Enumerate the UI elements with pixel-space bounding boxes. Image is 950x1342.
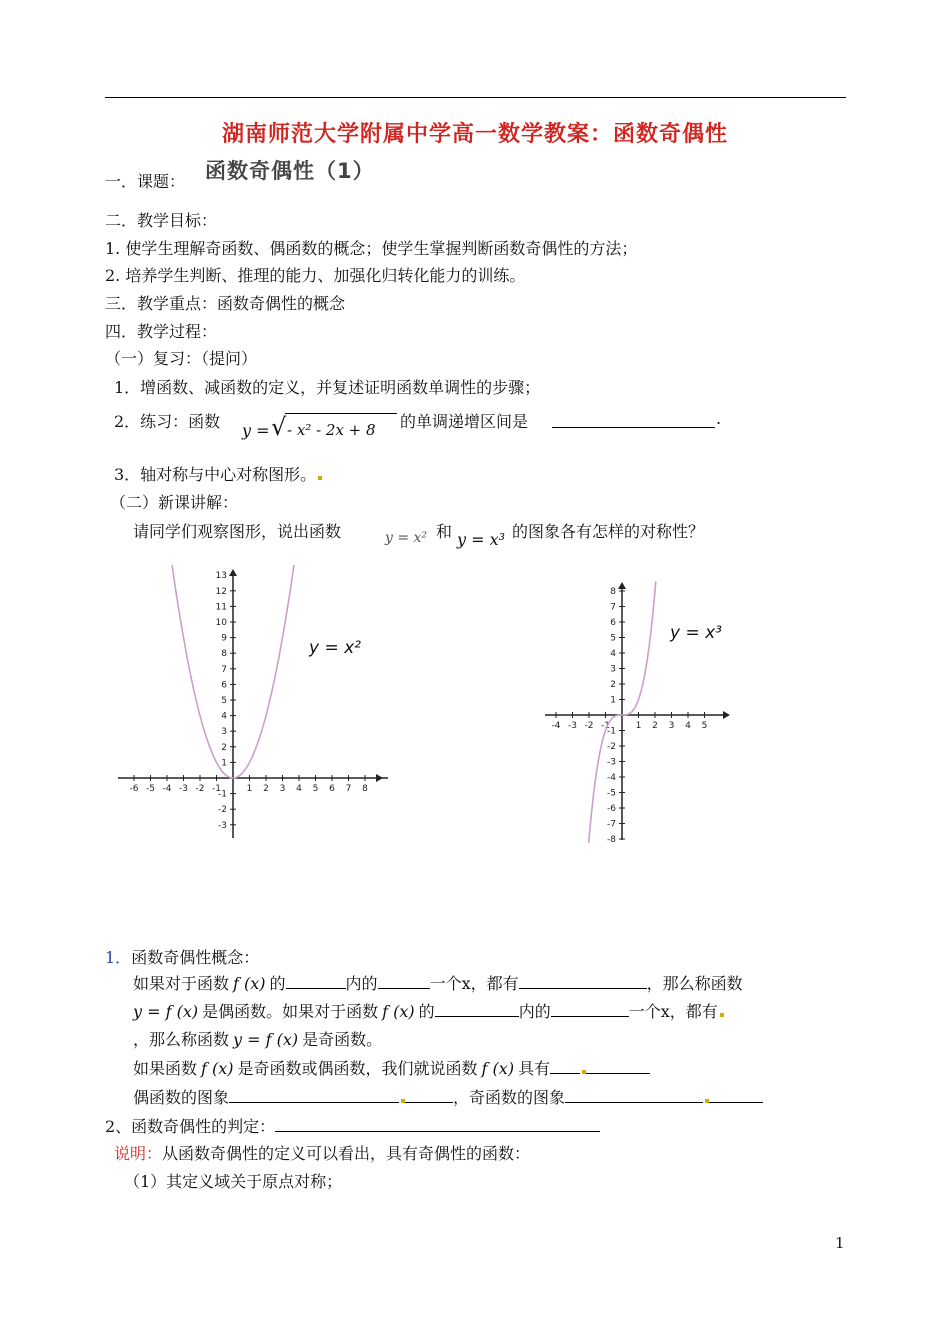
blank-odd-graph-2 xyxy=(709,1086,763,1103)
sqrt-sign: √ xyxy=(271,413,287,441)
section-1-label: 一．课题： xyxy=(105,172,186,191)
y-tick-label: 4 xyxy=(221,711,227,722)
x-tick-label: 5 xyxy=(312,784,319,794)
y-tick-label: 8 xyxy=(610,587,616,597)
y-tick-label: -1 xyxy=(218,789,227,800)
review-formula-y: y = xyxy=(242,421,270,440)
y-tick-label: 5 xyxy=(610,633,616,644)
observe-suffix: 的图象各有怎样的对称性？ xyxy=(512,522,705,541)
section-2-label: 二．教学目标： xyxy=(105,211,218,230)
header-rule xyxy=(105,97,846,98)
text: 是奇函数。 xyxy=(302,1030,383,1049)
x-tick-label: 2 xyxy=(652,721,658,731)
x-tick-label: -2 xyxy=(195,784,205,794)
x-tick-label: -3 xyxy=(568,721,577,731)
y-tick-label: 6 xyxy=(221,680,227,691)
page-title: 湖南师范大学附属中学高一数学教案：函数奇偶性 xyxy=(221,121,728,147)
review-title: （一）复习：（提问） xyxy=(105,349,258,368)
concept-heading-text: 函数奇偶性概念： xyxy=(131,948,260,967)
concept-heading xyxy=(105,945,259,968)
text: 偶函数的图象 xyxy=(133,1088,230,1107)
y-tick-label: 3 xyxy=(610,664,616,675)
lesson-topic: 函数奇偶性（1） xyxy=(205,159,375,183)
y-tick-label: -1 xyxy=(607,726,616,737)
section-3: 三．教学重点：函数奇偶性的概念 xyxy=(105,294,346,313)
x-tick-label: -4 xyxy=(551,721,561,731)
x-tick-label: 2 xyxy=(263,784,269,794)
graph-label-x2: y = x² xyxy=(309,638,361,658)
text: ，那么称函数 xyxy=(133,1030,230,1049)
y-tick-label: 8 xyxy=(221,649,227,660)
section-4: 四．教学过程： xyxy=(105,322,218,341)
text: 内的 xyxy=(518,1002,551,1021)
concept-line-4 xyxy=(133,1056,650,1079)
y-fx-math: y = f (x) xyxy=(233,1030,299,1049)
review-item-1: 1．增函数、减函数的定义，并复述证明函数单调性的步骤； xyxy=(114,378,541,397)
goal-item-2: 2. 培养学生判断、推理的能力、加强化归转化能力的训练。 xyxy=(105,266,526,285)
y-tick-label: -6 xyxy=(607,804,616,814)
x-axis-arrow xyxy=(723,711,730,719)
text: 是偶函数。如果对于函数 xyxy=(202,1002,379,1021)
y-tick-label: -5 xyxy=(607,788,616,799)
fx-math: f (x) xyxy=(382,1002,415,1021)
fx-math: f (x) xyxy=(201,1059,234,1078)
x-axis-arrow xyxy=(376,774,383,782)
concept-number: 1． xyxy=(105,948,132,967)
y-tick-label: -7 xyxy=(607,819,616,830)
observe-mid: 和 xyxy=(436,522,453,541)
x-tick-label: 1 xyxy=(246,784,253,794)
text: ，那么称函数 xyxy=(646,974,743,993)
x-tick-label: -4 xyxy=(162,784,172,794)
yellow-dot xyxy=(318,476,322,480)
y-tick-label: 11 xyxy=(215,602,227,613)
judge-line xyxy=(105,1114,600,1137)
blank-odd-graph xyxy=(565,1086,703,1103)
blank-parity-2 xyxy=(586,1057,650,1074)
y-tick-label: 12 xyxy=(215,586,227,597)
text: 是奇函数或偶函数，我们就说函数 xyxy=(237,1059,478,1078)
concept-line-5 xyxy=(133,1085,763,1108)
new-lesson-title: （二）新课讲解： xyxy=(110,493,239,512)
review-item-2-end: . xyxy=(716,409,722,428)
judge-text: 2、函数奇偶性的判定： xyxy=(105,1117,276,1136)
blank-parity xyxy=(550,1057,580,1074)
x-tick-label: -3 xyxy=(179,784,188,794)
x-tick-label: 1 xyxy=(635,721,642,731)
text: 具有 xyxy=(518,1059,551,1078)
graph-label-x3: y = x³ xyxy=(670,623,722,643)
y-tick-label: -2 xyxy=(218,805,227,816)
text: 的 xyxy=(418,1002,435,1021)
x-tick-label: -1 xyxy=(212,784,221,794)
y-tick-label: 3 xyxy=(221,727,227,738)
y-tick-label: 10 xyxy=(215,618,227,628)
graph-y-x3 xyxy=(540,578,735,843)
y-tick-label: 13 xyxy=(215,571,227,582)
text: 一个x，都有 xyxy=(628,1002,718,1021)
text: 一个x，都有 xyxy=(429,974,519,993)
x-tick-label: -1 xyxy=(601,721,610,731)
observe-prefix: 请同学们观察图形，说出函数 xyxy=(133,522,342,541)
review-item-3-text: 3．轴对称与中心对称图形。 xyxy=(114,465,317,484)
fx-math: f (x) xyxy=(481,1059,515,1078)
observe-function-1: y = x² xyxy=(385,530,428,546)
x-tick-label: 5 xyxy=(701,721,708,731)
x-tick-label: 3 xyxy=(279,784,286,794)
goal-item-1: 1. 使学生理解奇函数、偶函数的概念；使学生掌握判断函数奇偶性的方法； xyxy=(105,239,638,258)
note-item-1: （1）其定义域关于原点对称； xyxy=(124,1172,343,1191)
fx-math: f (x) xyxy=(233,974,266,993)
concept-line-1 xyxy=(133,971,743,994)
blank-even-condition xyxy=(519,972,647,989)
y-tick-label: 6 xyxy=(610,618,616,628)
review-item-3 xyxy=(114,462,322,485)
review-item-2-prefix: 2．练习：函数 xyxy=(114,412,221,431)
y-axis-arrow xyxy=(618,582,626,589)
text: 如果函数 xyxy=(133,1059,198,1078)
y-tick-label: -3 xyxy=(607,757,616,768)
note-text: 从函数奇偶性的定义可以看出，具有奇偶性的函数： xyxy=(162,1144,531,1163)
note-label: 说明： xyxy=(114,1144,163,1163)
x-tick-label: -2 xyxy=(584,721,594,731)
review-formula-radicand: - x² - 2x + 8 xyxy=(287,421,376,439)
x-tick-label: 4 xyxy=(296,784,302,794)
sqrt-bar xyxy=(285,413,397,414)
page-number: 1 xyxy=(835,1234,845,1252)
y-tick-label: 7 xyxy=(610,602,616,613)
note-line xyxy=(114,1141,530,1164)
y-tick-label: -4 xyxy=(607,773,616,783)
review-item-2-suffix: 的单调递增区间是 xyxy=(400,412,529,431)
y-tick-label: 5 xyxy=(221,696,227,706)
text: 的 xyxy=(269,974,286,993)
blank-even-graph xyxy=(229,1086,399,1103)
y-fx-math: y = f (x) xyxy=(133,1002,199,1021)
y-tick-label: 1 xyxy=(610,695,616,706)
x-tick-label: 6 xyxy=(329,784,335,794)
x-tick-label: 4 xyxy=(685,721,691,731)
text: 内的 xyxy=(345,974,378,993)
y-tick-label: 2 xyxy=(610,680,616,690)
concept-line-2 xyxy=(133,999,724,1022)
observe-function-2: y = x³ xyxy=(457,530,506,549)
y-tick-label: 1 xyxy=(221,758,227,769)
y-tick-label: -3 xyxy=(218,820,227,831)
blank-any xyxy=(378,972,430,989)
y-tick-label: -8 xyxy=(607,835,616,843)
y-tick-label: 9 xyxy=(221,633,227,644)
blank-even-graph-2 xyxy=(405,1086,453,1103)
answer-blank-interval xyxy=(552,411,715,428)
x-tick-label: -6 xyxy=(129,784,139,794)
yellow-dot xyxy=(720,1013,724,1017)
y-tick-label: 4 xyxy=(610,649,616,659)
blank-domain-2 xyxy=(435,1000,519,1017)
text: 如果对于函数 xyxy=(133,974,230,993)
blank-domain xyxy=(286,972,346,989)
y-tick-label: -2 xyxy=(607,742,616,752)
y-tick-label: 2 xyxy=(221,742,227,753)
y-tick-label: 7 xyxy=(221,664,227,675)
text: ，奇函数的图象 xyxy=(453,1088,566,1107)
graph-y-x2 xyxy=(113,565,398,845)
blank-any-2 xyxy=(551,1000,629,1017)
concept-line-3 xyxy=(133,1027,382,1050)
x-tick-label: 7 xyxy=(345,784,352,794)
x-tick-label: 3 xyxy=(668,721,675,731)
x-tick-label: -5 xyxy=(146,784,155,794)
blank-judge xyxy=(275,1115,600,1132)
x-tick-label: 8 xyxy=(362,784,368,794)
